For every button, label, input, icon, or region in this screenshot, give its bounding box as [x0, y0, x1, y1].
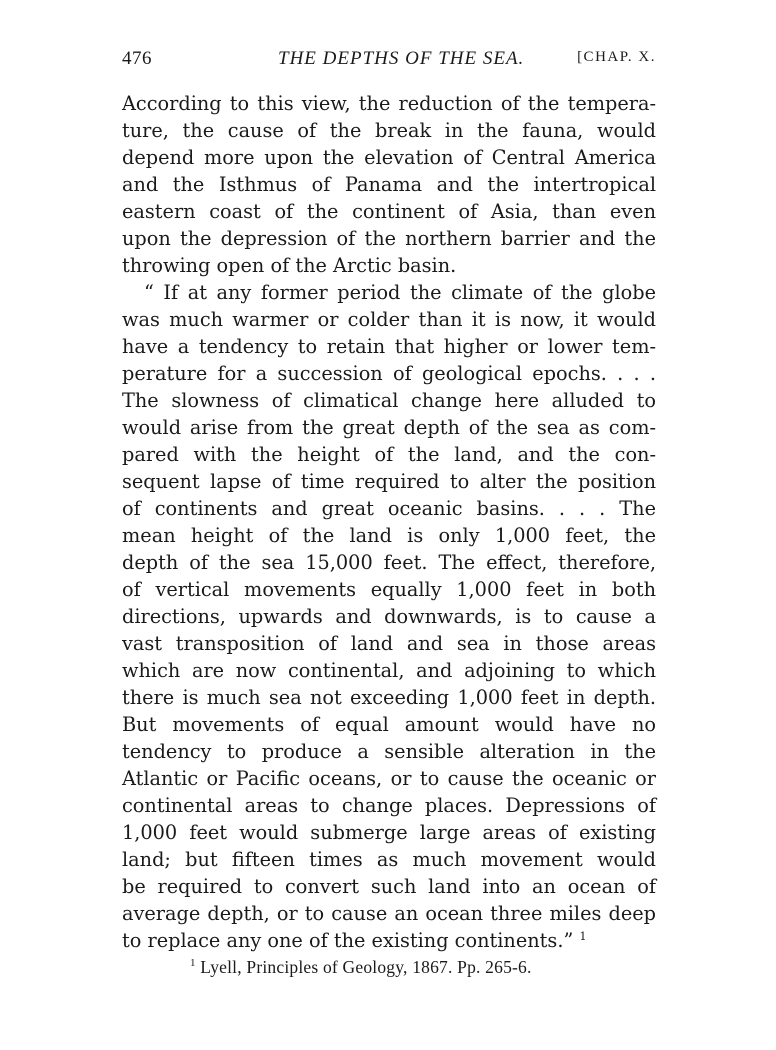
text-line: “ If at any former period the climate of the globe	[144, 281, 656, 304]
text-line: there is much sea not exceeding 1,000 feet in depth.	[122, 686, 656, 709]
body-text	[122, 90, 656, 954]
text-line: tendency to produce a sensible alteration in the	[122, 740, 656, 763]
text-line: throwing open of the Arctic basin.	[122, 254, 457, 277]
footnote-reference: 1	[579, 930, 587, 943]
text-line: depend more upon the elevation of Central America	[122, 146, 656, 169]
text-line: land; but fifteen times as much movement would	[122, 848, 656, 871]
footnote-text: Lyell, Principles of Geology, 1867. Pp. 265-6.	[200, 957, 532, 977]
text-line: would arise from the great depth of the sea as com-	[122, 416, 656, 439]
text-line: 1,000 feet would submerge large areas of existing	[122, 821, 656, 844]
text-line: sequent lapse of time required to alter the position	[122, 470, 656, 493]
running-title: THE DEPTHS OF THE SEA.	[278, 48, 525, 69]
page-number: 476	[122, 48, 152, 69]
text-line: of vertical movements equally 1,000 feet in both	[122, 578, 656, 601]
running-header	[122, 48, 656, 76]
text-line: The slowness of climatical change here alluded to	[122, 389, 656, 412]
text-line: average depth, or to cause an ocean three miles deep	[122, 902, 656, 925]
footnote	[190, 957, 532, 978]
text-line: be required to convert such land into an ocean of	[122, 875, 656, 898]
text-line: and the Isthmus of Panama and the intertropical	[122, 173, 656, 196]
text-line: was much warmer or colder than it is now, it would	[122, 308, 656, 331]
text-line: But movements of equal amount would have no	[122, 713, 656, 736]
text-line: have a tendency to retain that higher or lower tem-	[122, 335, 656, 358]
text-line: According to this view, the reduction of the tempera-	[122, 92, 656, 115]
chapter-label: [CHAP. X.	[577, 49, 656, 65]
text-line: which are now continental, and adjoining to which	[122, 659, 656, 682]
text-line: eastern coast of the continent of Asia, than even	[122, 200, 656, 223]
footnote-marker: 1	[190, 957, 196, 969]
text-line: Atlantic or Pacific oceans, or to cause the oceanic or	[122, 767, 656, 790]
text-line: ture, the cause of the break in the fauna, would	[122, 119, 656, 142]
text-line: of continents and great oceanic basins. . . . The	[122, 497, 656, 520]
text-line: mean height of the land is only 1,000 feet, the	[122, 524, 656, 547]
text-line: perature for a succession of geological epochs. . . .	[122, 362, 656, 385]
quote-end-text: to replace any one of the existing continents.”	[122, 929, 574, 952]
text-line: vast transposition of land and sea in those areas	[122, 632, 656, 655]
text-line: pared with the height of the land, and the con-	[122, 443, 656, 466]
text-line-final	[122, 927, 656, 954]
text-line: depth of the sea 15,000 feet. The effect, therefore,	[122, 551, 656, 574]
text-line: upon the depression of the northern barrier and the	[122, 227, 656, 250]
text-line: directions, upwards and downwards, is to cause a	[122, 605, 656, 628]
text-line: continental areas to change places. Depressions of	[122, 794, 656, 817]
